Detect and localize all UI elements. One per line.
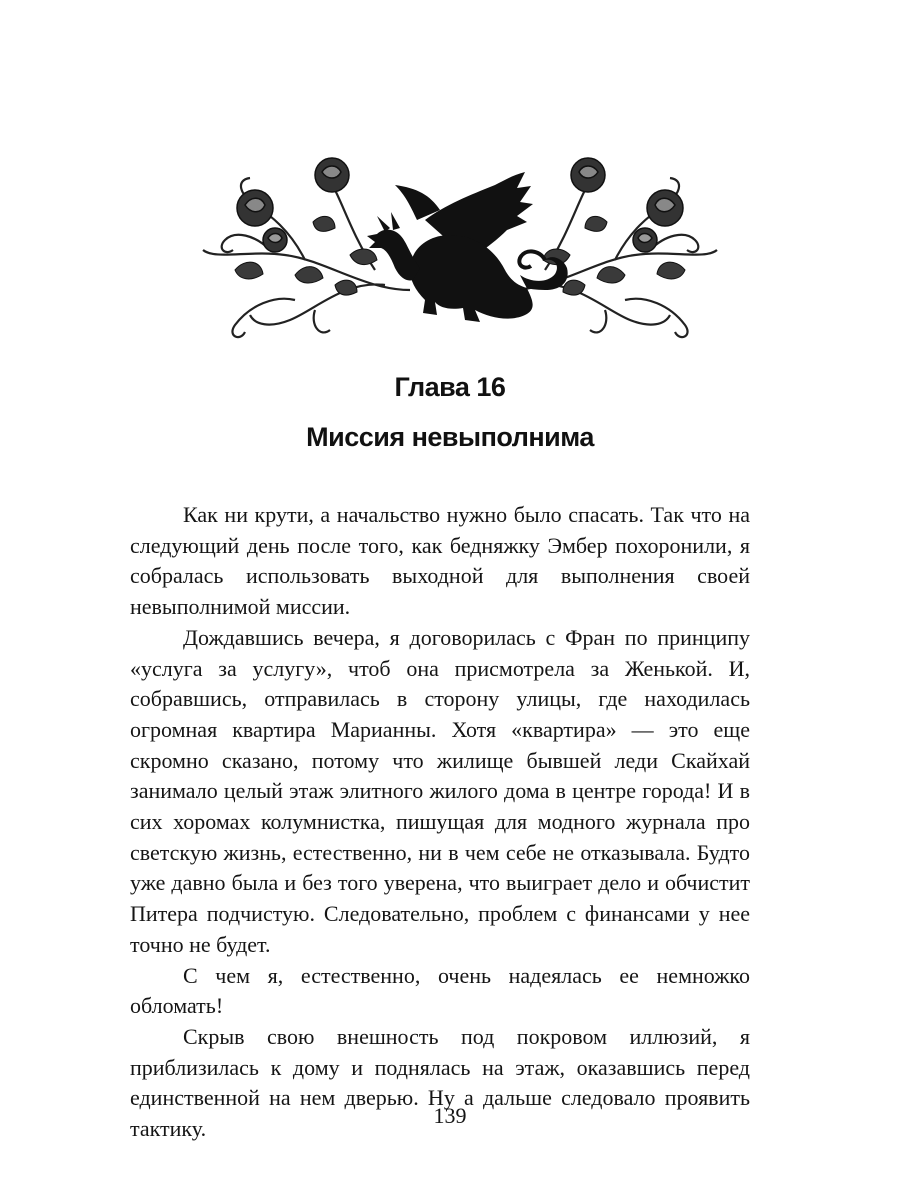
paragraph: Как ни крути, а начальство нужно было спасать. Так что на следующий день после того, как бедняжку Эмбер похоронили, я собралась использовать выходной для выполнения своей невыполнимой миссии. (130, 502, 750, 620)
paragraph: Скрыв свою внешность под покровом иллюзий, я приблизилась к дому и поднялась на этаж, оказавшись перед единственной на нем дверью. Ну а дальше следовало проявить тактику. (130, 1023, 750, 1142)
dragon-silhouette (367, 172, 568, 322)
body-text (130, 500, 750, 1145)
chapter-title: Миссия невыполнима (306, 422, 594, 452)
paragraph: Дождавшись вечера, я договорилась с Фран по принципу «услуга за услугу», чтоб она присмотрела за Женькой. И, собравшись, отправилась в сторону улицы, где находилась огромная квартира Марианны. Хотя «квартира» — это еще скромно сказано, потому что жилище бывшей леди Скайхай занимало целый этаж элитного жилого дома в центре города! И в сих хоромах колумнистка, пишущая для модного журнала про светскую жизнь, естественно, ни в чем себе не отказывала. Будто уже давно была и без того уверена, что выиграет дело и обчистит Питера подчистую. Следовательно, проблем с финансами у нее точно не будет. (130, 624, 750, 957)
chapter-number: Глава 16 (394, 372, 506, 402)
left-leaves (235, 216, 377, 295)
right-leaves (543, 216, 685, 295)
paragraph: С чем я, естественно, очень надеялась ее немножко обломать! (130, 962, 750, 1019)
dragon-rose-ornament (195, 150, 725, 345)
left-rose-vine (203, 165, 410, 337)
page-number: 139 (433, 1103, 467, 1128)
right-rose-vine (510, 165, 717, 337)
